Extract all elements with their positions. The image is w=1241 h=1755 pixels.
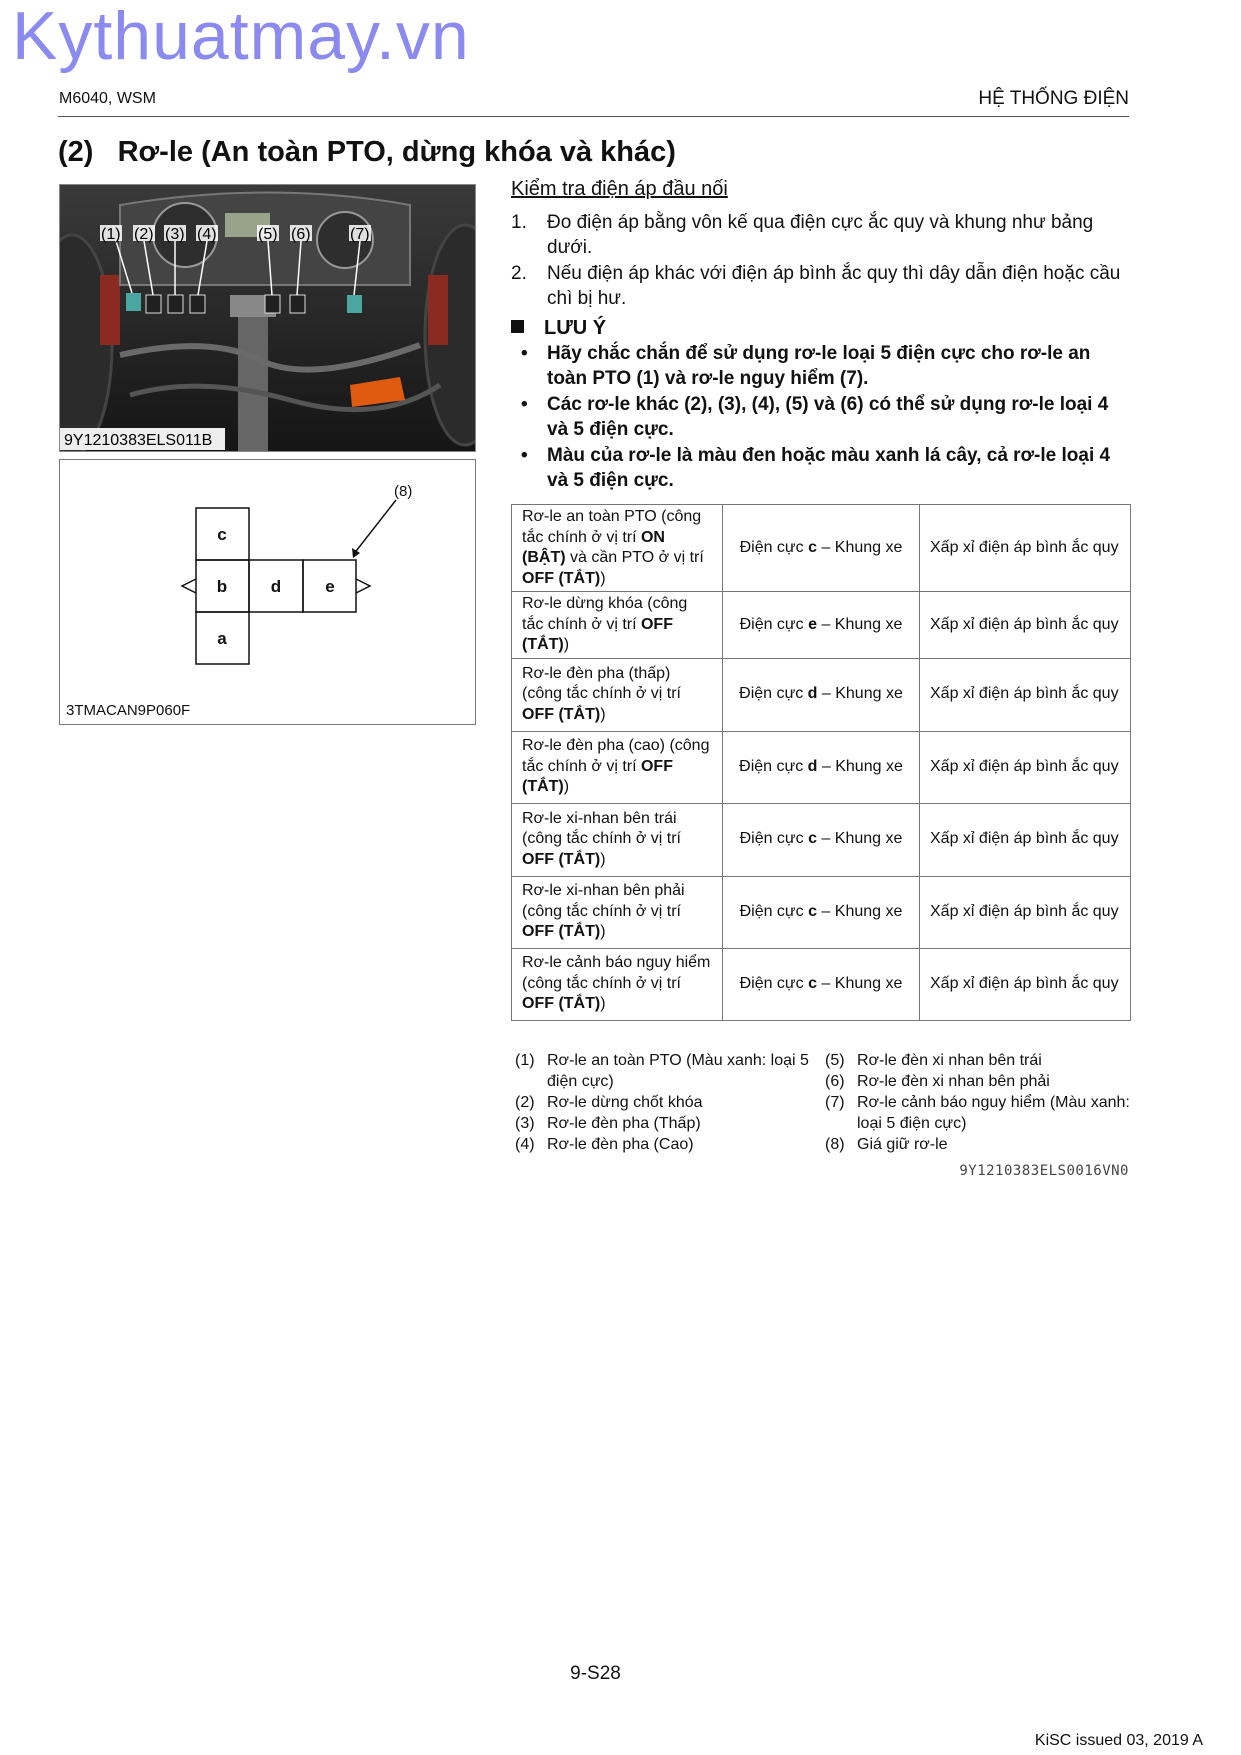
legend-number: (2) <box>515 1094 535 1111</box>
note-item <box>511 392 1131 442</box>
cell-text: ) <box>563 636 570 653</box>
bullet-icon: • <box>521 394 528 415</box>
legend-text: Rơ-le an toàn PTO (Màu xanh: loại 5 điện cực) <box>547 1052 809 1090</box>
relay-condition-cell <box>512 658 723 731</box>
note-heading-label: LƯU Ý <box>544 317 607 339</box>
relay-5 <box>265 295 280 313</box>
note-text: Hãy chắc chắn để sử dụng rơ-le loại 5 điện cực cho rơ-le an toàn PTO (1) và rơ-le nguy hiểm (7). <box>547 343 1091 389</box>
legend-number: (6) <box>825 1073 845 1090</box>
cell-text: – Khung xe <box>817 902 903 920</box>
photo-callout-1: (1) <box>101 226 121 243</box>
cell-text: – Khung xe <box>817 615 903 633</box>
cell-text: ) <box>600 705 606 723</box>
cell-text: và cần PTO ở vị trí <box>565 549 704 566</box>
photo-callout-5: (5) <box>258 226 278 243</box>
cell-text: Điện cực <box>739 685 808 703</box>
note-text: Các rơ-le khác (2), (3), (4), (5) và (6) có thể sử dụng rơ-le loại 4 và 5 điện cực. <box>547 394 1109 440</box>
photo-callout-6: (6) <box>291 226 311 243</box>
table-row <box>512 592 1131 659</box>
expected-voltage-cell: Xấp xỉ điện áp bình ắc quy <box>920 658 1131 731</box>
cell-text: Điện cực <box>739 615 809 633</box>
emphasis-text: OFF (TẮT) <box>522 995 601 1013</box>
cell-text: Điện cực <box>739 902 809 920</box>
cell-text: Rơ-le an toàn PTO (công tắc chính ở vị trí <box>522 508 702 546</box>
photo-callout-2: (2) <box>134 226 154 243</box>
measurement-points-cell <box>723 803 920 876</box>
relay-panel-photo <box>59 184 476 452</box>
photo-callout-3: (3) <box>165 226 185 243</box>
legend-text: Rơ-le dừng chốt khóa <box>547 1094 703 1111</box>
emphasis-text: d <box>807 685 818 703</box>
legend-text: Rơ-le đèn pha (Thấp) <box>547 1115 701 1132</box>
emphasis-text: e <box>808 615 817 633</box>
emphasis-text: OFF (TẮT) <box>522 757 673 796</box>
cell-text: ) <box>600 569 606 587</box>
emphasis-text: c <box>808 974 817 992</box>
leader-arrow-icon <box>352 548 360 558</box>
emphasis-text: OFF (TẮT) <box>522 569 601 587</box>
bullet-icon: • <box>521 343 528 364</box>
relay-condition-cell <box>512 876 723 948</box>
step-item <box>511 210 1131 260</box>
measurement-points-cell <box>723 876 920 948</box>
expected-voltage-cell: Xấp xỉ điện áp bình ắc quy <box>920 592 1131 659</box>
emphasis-text: OFF (TẮT) <box>522 850 601 868</box>
legend-item <box>821 1092 1131 1134</box>
voltage-check-table <box>511 504 1131 1021</box>
terminal-e: e <box>325 577 335 596</box>
cell-text: ) <box>600 923 606 941</box>
relay-panel-illustration <box>60 185 475 451</box>
legend-number: (7) <box>825 1094 845 1111</box>
cell-text: Rơ-le đèn pha (cao) (công tắc chính ở vị trí <box>522 737 710 775</box>
photo-callout-7: (7) <box>350 226 370 243</box>
relay-condition-cell <box>512 505 723 592</box>
cell-text: Rơ-le xi-nhan bên phải (công tắc chính ở vị trí <box>522 882 685 920</box>
step-number: 1. <box>511 212 527 233</box>
photo-callout-4: (4) <box>197 226 217 243</box>
diagram-caption: 3TMACAN9P060F <box>66 702 191 719</box>
expected-voltage-cell: Xấp xỉ điện áp bình ắc quy <box>920 876 1131 948</box>
cell-text: ) <box>563 778 570 796</box>
emphasis-text: c <box>808 902 817 920</box>
legend-text: Rơ-le cảnh báo nguy hiểm (Màu xanh: loại 5 điện cực) <box>857 1094 1130 1132</box>
cell-text: Rơ-le cảnh báo nguy hiểm (công tắc chính ở vị trí <box>522 954 711 992</box>
emphasis-text: OFF (TẮT) <box>522 923 601 941</box>
relay-1 <box>126 293 141 311</box>
emphasis-text: ON <box>640 528 665 546</box>
note-list <box>511 341 1131 494</box>
header-chapter: HỆ THỐNG ĐIỆN <box>978 88 1129 109</box>
cell-text: Điện cực <box>739 974 809 992</box>
legend-text: Giá giữ rơ-le <box>857 1136 948 1153</box>
expected-voltage-cell: Xấp xỉ điện áp bình ắc quy <box>920 731 1131 803</box>
legend-right-column <box>821 1050 1131 1155</box>
cell-text: ) <box>600 850 606 868</box>
emphasis-text: c <box>808 830 817 848</box>
issue-info: KiSC issued 03, 2019 A <box>1034 1732 1203 1749</box>
emphasis-text: OFF (TẮT) <box>522 615 673 653</box>
legend-number: (8) <box>825 1136 845 1153</box>
measurement-points-cell <box>723 948 920 1020</box>
section-title: (2) Rơ-le (An toàn PTO, dừng khóa và khác) <box>58 136 676 168</box>
note-square-icon <box>511 320 524 333</box>
legend-item <box>511 1113 811 1134</box>
legend-text: Rơ-le đèn xi nhan bên phải <box>857 1073 1050 1090</box>
measurement-points-cell <box>723 658 920 731</box>
diagram-callout-8: (8) <box>394 483 413 500</box>
cell-text: Rơ-le dừng khóa (công tắc chính ở vị trí <box>522 595 688 633</box>
measurement-points-cell <box>723 731 920 803</box>
cell-text: – Khung xe <box>817 974 903 992</box>
note-heading <box>511 317 1131 340</box>
table-row <box>512 505 1131 592</box>
note-item <box>511 443 1131 493</box>
legend-number: (4) <box>515 1136 535 1153</box>
legend-item <box>511 1092 811 1113</box>
relay-2 <box>146 295 161 313</box>
legend-left-column <box>511 1050 811 1155</box>
cell-text: – Khung xe <box>817 685 903 703</box>
cell-text: Điện cực <box>739 538 809 556</box>
legend-number: (5) <box>825 1052 845 1069</box>
step-text: Nếu điện áp khác với điện áp bình ắc quy thì dây dẫn điện hoặc cầu chì bị hư. <box>547 263 1121 309</box>
subheading: Kiểm tra điện áp đầu nối <box>511 178 728 200</box>
page-number: 9-S28 <box>570 1663 621 1684</box>
holder-leader-line <box>353 500 396 555</box>
right-notch-icon <box>356 579 370 593</box>
expected-voltage-cell: Xấp xỉ điện áp bình ắc quy <box>920 948 1131 1020</box>
cell-text: – Khung xe <box>817 538 903 556</box>
table-row <box>512 948 1131 1020</box>
table-row <box>512 731 1131 803</box>
measurement-points-cell <box>723 505 920 592</box>
table-row <box>512 658 1131 731</box>
relay-condition-cell <box>512 948 723 1020</box>
table-row <box>512 803 1131 876</box>
cell-text: Điện cực <box>739 757 808 775</box>
header-rule <box>58 116 1129 117</box>
relay-4 <box>190 295 205 313</box>
legend-item <box>821 1050 1131 1071</box>
procedure-steps <box>511 210 1131 312</box>
emphasis-text: OFF (TẮT) <box>522 705 601 723</box>
terminal-a: a <box>217 629 227 648</box>
relay-7 <box>347 295 362 313</box>
relay-condition-cell <box>512 803 723 876</box>
legend-number: (1) <box>515 1052 535 1069</box>
terminal-layout-drawing <box>60 460 475 724</box>
header-model: M6040, WSM <box>59 90 156 107</box>
emphasis-text: d <box>807 757 818 775</box>
watermark: Kythuatmay.vn <box>12 0 470 74</box>
terminal-b: b <box>216 577 228 596</box>
legend-text: Rơ-le đèn pha (Cao) <box>547 1136 694 1153</box>
relay-6 <box>290 295 305 313</box>
relay-terminal-diagram <box>59 459 476 725</box>
cell-text: – Khung xe <box>817 830 903 848</box>
relay-condition-cell <box>512 592 723 659</box>
cell-text: – Khung xe <box>817 757 903 775</box>
legend-item <box>511 1050 811 1092</box>
relay-condition-cell <box>512 731 723 803</box>
legend-text: Rơ-le đèn xi nhan bên trái <box>857 1052 1042 1069</box>
cell-text: Rơ-le đèn pha (thấp) (công tắc chính ở vị trí <box>522 664 681 703</box>
document-reference: 9Y1210383ELS0016VN0 <box>959 1163 1129 1179</box>
legend-item <box>511 1134 811 1155</box>
terminal-c: c <box>217 525 227 544</box>
step-number: 2. <box>511 263 527 284</box>
photo-caption: 9Y1210383ELS011B <box>64 432 213 449</box>
legend-item <box>821 1071 1131 1092</box>
expected-voltage-cell: Xấp xỉ điện áp bình ắc quy <box>920 505 1131 592</box>
emphasis-text: c <box>808 538 817 556</box>
expected-voltage-cell: Xấp xỉ điện áp bình ắc quy <box>920 803 1131 876</box>
left-notch-icon <box>182 579 196 593</box>
cell-text: Điện cực <box>739 830 809 848</box>
note-text: Màu của rơ-le là màu đen hoặc màu xanh lá cây, cả rơ-le loại 4 và 5 điện cực. <box>547 445 1111 491</box>
relay-3 <box>168 295 183 313</box>
measurement-points-cell <box>723 592 920 659</box>
cell-text: ) <box>600 995 606 1013</box>
bullet-icon: • <box>521 445 528 466</box>
cell-text: Rơ-le xi-nhan bên trái (công tắc chính ở vị trí <box>522 809 681 848</box>
legend-item <box>821 1134 1131 1155</box>
note-item <box>511 341 1131 391</box>
emphasis-text: (BẬT) <box>522 549 566 566</box>
terminal-d: d <box>270 577 282 596</box>
legend-number: (3) <box>515 1115 535 1132</box>
step-item <box>511 261 1131 311</box>
table-row <box>512 876 1131 948</box>
step-text: Đo điện áp bằng vôn kế qua điện cực ắc quy và khung như bảng dưới. <box>547 212 1094 258</box>
